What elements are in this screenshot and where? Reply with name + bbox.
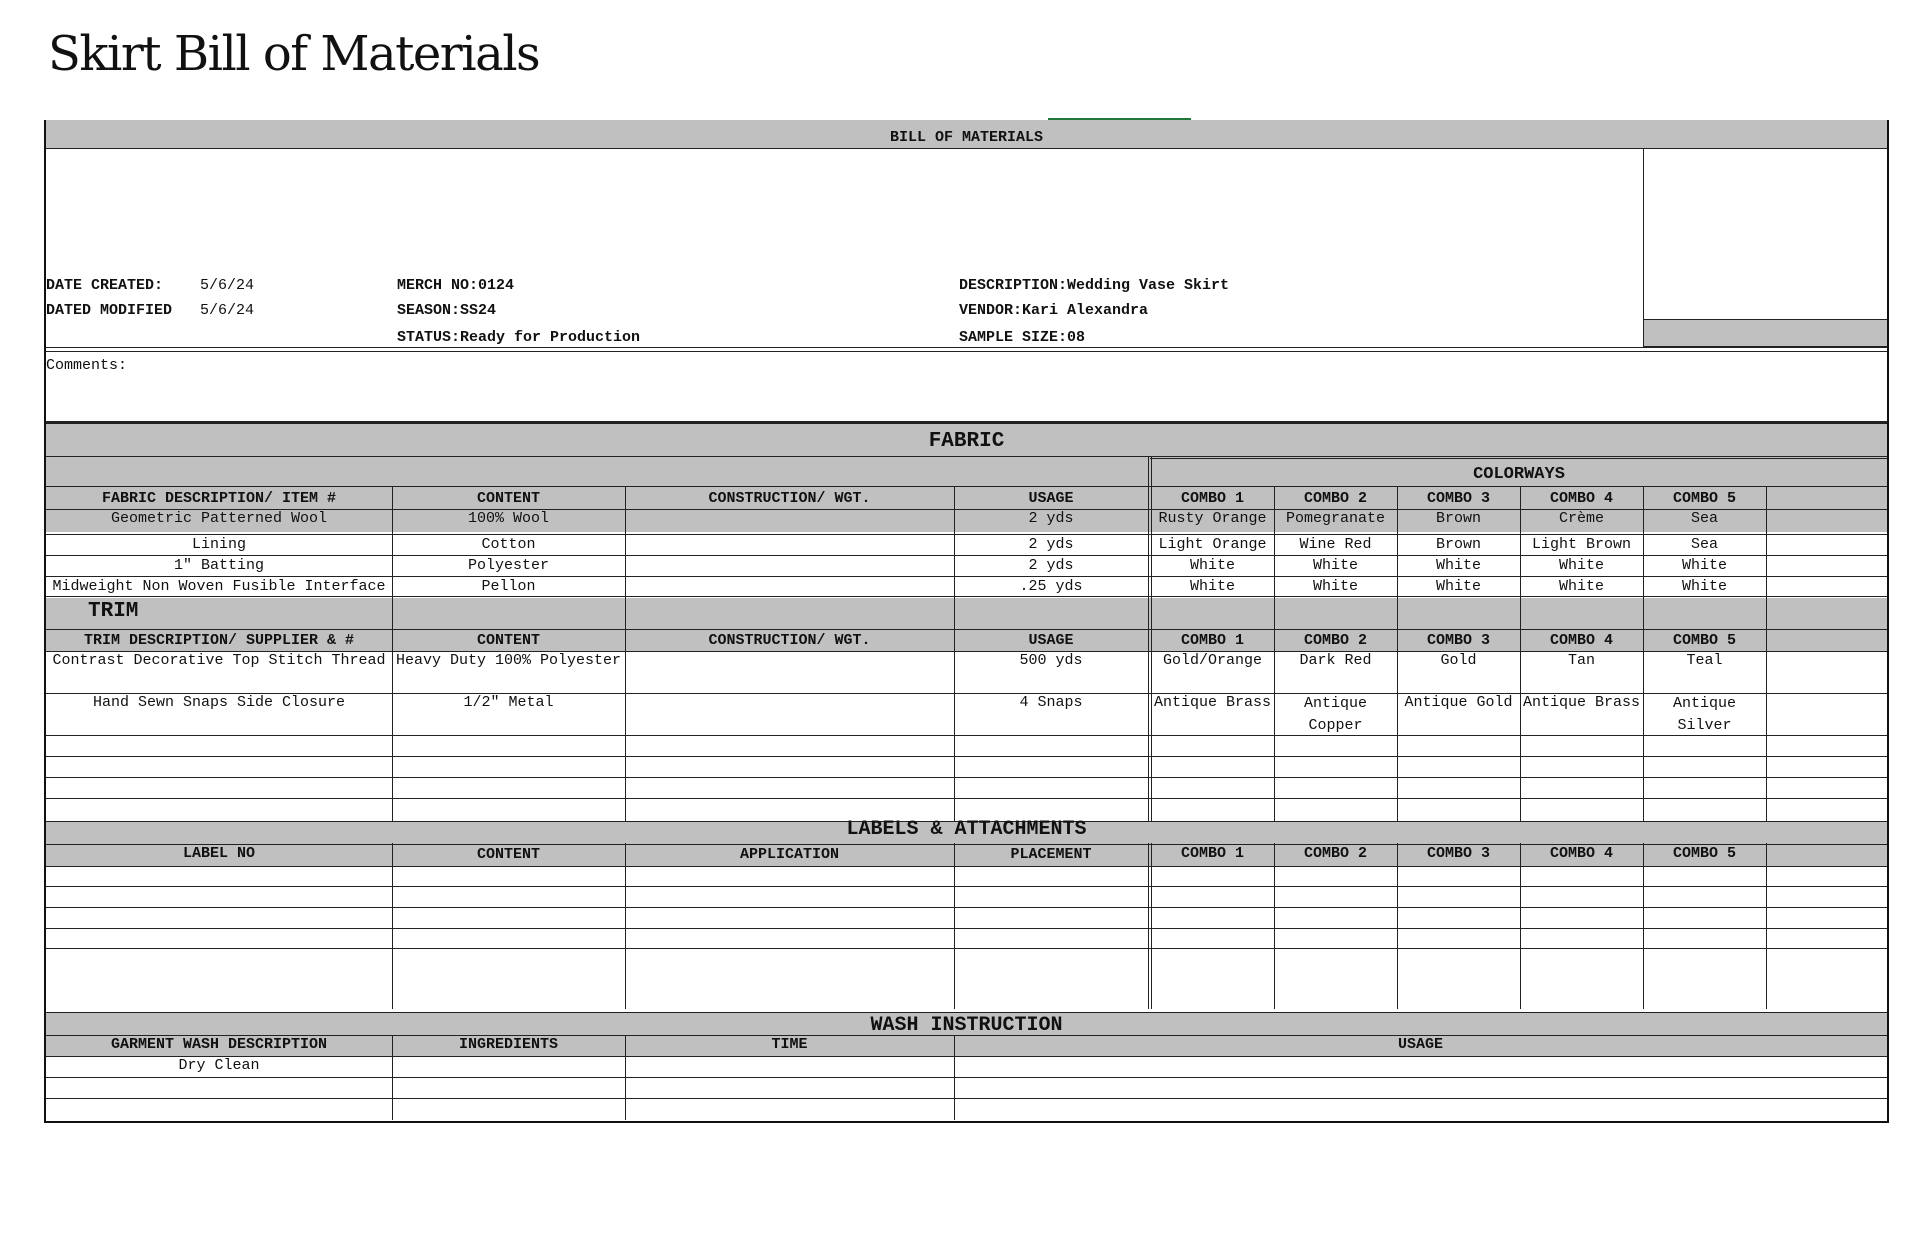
fabric-header-combo-4: COMBO 4 — [1549, 490, 1613, 507]
trim-header-combo-1: COMBO 1 — [1180, 632, 1244, 649]
fabric-cell[interactable]: White — [1312, 557, 1358, 574]
rule — [1643, 843, 1644, 1009]
rule — [46, 1012, 1887, 1013]
rule — [1397, 843, 1398, 1009]
rule — [46, 351, 1887, 352]
fabric-cell[interactable]: Pellon — [481, 578, 536, 595]
season[interactable]: SEASON:SS24 — [397, 302, 497, 319]
labels-header-combo-2: COMBO 2 — [1303, 845, 1367, 862]
fabric-cell[interactable]: White — [1681, 578, 1727, 595]
rule — [392, 843, 393, 1009]
fabric-header-combo-1: COMBO 1 — [1180, 490, 1244, 507]
fabric-cell[interactable]: Brown — [1435, 536, 1481, 553]
fabric-cell[interactable]: Polyester — [467, 557, 549, 574]
sample-size[interactable]: SAMPLE SIZE:08 — [959, 329, 1086, 346]
fabric-cell[interactable]: Cotton — [481, 536, 536, 553]
fabric-cell[interactable]: White — [1435, 557, 1481, 574]
labels-header-label-no: LABEL NO — [182, 845, 255, 862]
fabric-header-content: CONTENT — [476, 490, 540, 507]
fabric-cell[interactable]: Wine Red — [1299, 536, 1372, 553]
fabric-header-description: FABRIC DESCRIPTION/ ITEM # — [101, 490, 337, 507]
rule — [46, 866, 1887, 867]
bom-sheet — [44, 120, 1889, 1123]
wash-cell[interactable]: Dry Clean — [178, 1057, 260, 1074]
fabric-header-usage: USAGE — [1028, 490, 1074, 507]
fabric-cell[interactable]: Light Orange — [1158, 536, 1267, 553]
fabric-cell[interactable]: Pomegranate — [1285, 510, 1386, 527]
fabric-header-construction: CONSTRUCTION/ WGT. — [708, 490, 871, 507]
rule — [46, 886, 1887, 887]
wash-header-usage: USAGE — [1397, 1036, 1443, 1053]
fabric-cell[interactable]: Geometric Patterned Wool — [110, 510, 328, 527]
fabric-cell[interactable]: Sea — [1690, 510, 1718, 527]
rule — [46, 1077, 1887, 1078]
fabric-cell[interactable]: Sea — [1690, 536, 1718, 553]
fabric-cell[interactable]: Lining — [191, 536, 246, 553]
trim-cell[interactable]: Antique Brass — [1522, 694, 1641, 711]
trim-header-content: CONTENT — [476, 632, 540, 649]
trim-title: TRIM — [88, 600, 139, 623]
fabric-cell[interactable]: .25 yds — [1019, 578, 1083, 595]
trim-header-construction: CONSTRUCTION/ WGT. — [708, 632, 871, 649]
rule — [1151, 843, 1152, 1009]
trim-header-usage: USAGE — [1028, 632, 1074, 649]
trim-cell[interactable]: Dark Red — [1299, 652, 1372, 669]
rule — [1150, 458, 1887, 459]
rule — [1520, 843, 1521, 1009]
trim-cell[interactable]: Antique Brass — [1153, 694, 1272, 711]
rule — [46, 777, 1887, 778]
trim-cell[interactable]: 1/2" Metal — [463, 694, 554, 711]
merch-no[interactable]: MERCH NO:0124 — [397, 277, 515, 294]
trim-cell[interactable]: 500 yds — [1019, 652, 1083, 669]
fabric-header-combo-3: COMBO 3 — [1426, 490, 1490, 507]
fabric-cell[interactable]: Brown — [1435, 510, 1481, 527]
rule — [46, 735, 1887, 736]
rule — [46, 928, 1887, 929]
trim-header-combo-3: COMBO 3 — [1426, 632, 1490, 649]
trim-cell[interactable]: Gold — [1440, 652, 1477, 669]
fabric-cell[interactable]: Midweight Non Woven Fusible Interface — [52, 578, 386, 595]
rule — [1274, 843, 1275, 1009]
trim-cell[interactable]: Hand Sewn Snaps Side Closure — [92, 694, 346, 711]
rule — [1148, 456, 1149, 822]
logo-box-band — [1644, 319, 1887, 346]
trim-cell[interactable]: Contrast Decorative Top Stitch Thread — [52, 652, 386, 669]
fabric-cell[interactable]: White — [1558, 557, 1604, 574]
rule — [46, 907, 1887, 908]
rule — [954, 843, 955, 1009]
trim-cell[interactable]: Antique Copper — [1303, 695, 1367, 734]
fabric-title: FABRIC — [928, 430, 1005, 453]
labels-header-content: CONTENT — [476, 846, 540, 863]
wash-header-ingredients: INGREDIENTS — [458, 1036, 559, 1053]
trim-cell[interactable]: Antique Gold — [1404, 694, 1513, 711]
fabric-cell[interactable]: White — [1189, 578, 1235, 595]
labels-header-combo-3: COMBO 3 — [1426, 845, 1490, 862]
document-title: Skirt Bill of Materials — [48, 26, 540, 82]
trim-header-combo-5: COMBO 5 — [1672, 632, 1736, 649]
labels-header-placement: PLACEMENT — [1010, 846, 1092, 863]
colorways-label: COLORWAYS — [1473, 465, 1565, 484]
labels-header-combo-1: COMBO 1 — [1180, 845, 1244, 862]
rule — [46, 148, 1887, 149]
bom-title: BILL OF MATERIALS — [889, 129, 1044, 146]
rule — [46, 486, 1887, 487]
wash-title: WASH INSTRUCTION — [870, 1016, 1063, 1030]
rule — [46, 421, 1887, 424]
trim-cell[interactable]: 4 Snaps — [1019, 694, 1083, 711]
rule — [46, 948, 1887, 949]
fabric-cell[interactable]: White — [1681, 557, 1727, 574]
fabric-cell[interactable]: 1" Batting — [173, 557, 264, 574]
fabric-cell[interactable]: Light Brown — [1531, 536, 1632, 553]
wash-header-time: TIME — [771, 1036, 808, 1053]
rule — [1148, 843, 1149, 1009]
description[interactable]: DESCRIPTION:Wedding Vase Skirt — [959, 277, 1230, 294]
fabric-cell[interactable]: Rusty Orange — [1158, 510, 1267, 527]
fabric-cell[interactable]: 2 yds — [1028, 557, 1074, 574]
rule — [46, 798, 1887, 799]
trim-header-combo-2: COMBO 2 — [1303, 632, 1367, 649]
trim-cell[interactable]: Teal — [1686, 652, 1723, 669]
rule — [625, 843, 626, 1009]
comments-label[interactable]: Comments: — [46, 357, 128, 374]
status[interactable]: STATUS:Ready for Production — [397, 329, 641, 346]
rule — [625, 487, 626, 822]
fabric-cell[interactable]: 100% Wool — [467, 510, 549, 527]
fabric-cell[interactable]: White — [1312, 578, 1358, 595]
fabric-cell[interactable]: 2 yds — [1028, 536, 1074, 553]
fabric-cell[interactable]: White — [1558, 578, 1604, 595]
fabric-cell[interactable]: Crème — [1558, 510, 1604, 527]
rule — [1766, 487, 1767, 822]
trim-header-description: TRIM DESCRIPTION/ SUPPLIER & # — [83, 632, 355, 649]
vendor[interactable]: VENDOR:Kari Alexandra — [959, 302, 1149, 319]
fabric-cell[interactable]: White — [1189, 557, 1235, 574]
trim-cell[interactable]: Tan — [1567, 652, 1595, 669]
rule — [1643, 148, 1644, 347]
wash-header-description: GARMENT WASH DESCRIPTION — [110, 1036, 328, 1053]
labels-header-combo-4: COMBO 4 — [1549, 845, 1613, 862]
fabric-cell[interactable]: White — [1435, 578, 1481, 595]
fabric-cell[interactable]: 2 yds — [1028, 510, 1074, 527]
rule — [46, 1098, 1887, 1099]
date-created-value[interactable]: 5/6/24 — [200, 277, 255, 294]
trim-cell[interactable]: Antique Silver — [1672, 695, 1736, 734]
rule — [46, 456, 1887, 457]
rule — [1644, 319, 1887, 320]
labels-header-application: APPLICATION — [739, 846, 840, 863]
rule — [46, 629, 1887, 630]
labels-title: LABELS & ATTACHMENTS — [846, 818, 1087, 841]
date-modified-value[interactable]: 5/6/24 — [200, 302, 255, 319]
labels-header-combo-5: COMBO 5 — [1672, 845, 1736, 862]
fabric-header-combo-2: COMBO 2 — [1303, 490, 1367, 507]
date-created-label: DATE CREATED: — [46, 277, 164, 294]
trim-cell[interactable]: Gold/Orange — [1162, 652, 1263, 669]
fabric-header-combo-5: COMBO 5 — [1672, 490, 1736, 507]
trim-header-combo-4: COMBO 4 — [1549, 632, 1613, 649]
date-modified-label: DATED MODIFIED — [46, 302, 173, 319]
trim-cell[interactable]: Heavy Duty 100% Polyester — [395, 652, 622, 669]
rule — [1766, 843, 1767, 1009]
rule — [46, 756, 1887, 757]
